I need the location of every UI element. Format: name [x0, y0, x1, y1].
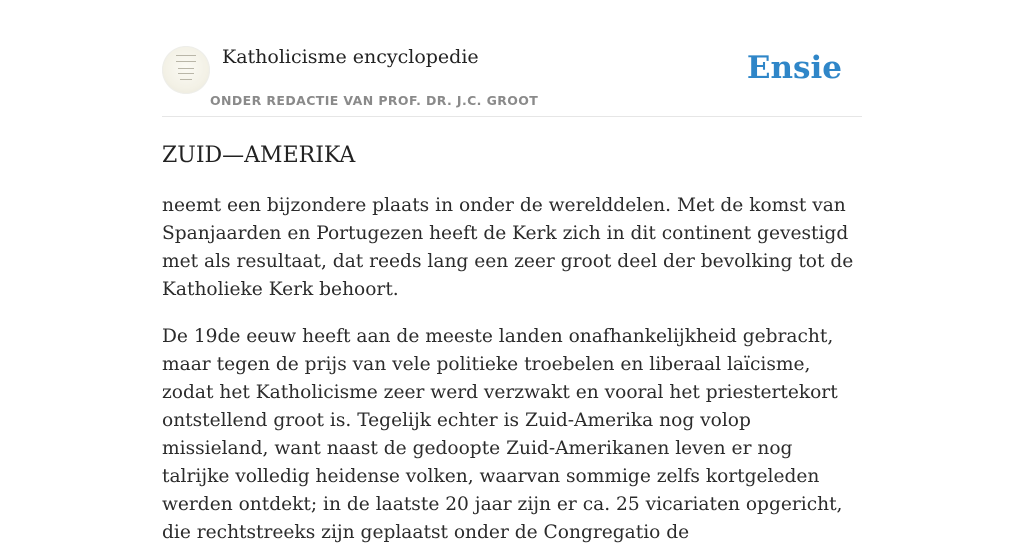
content-column	[162, 0, 862, 547]
ensie-logo-link[interactable]: Ensie	[746, 50, 842, 86]
entry-body	[162, 192, 862, 547]
entry-paragraph: neemt een bijzondere plaats in onder de werelddelen. Met de komst van Spanjaarden en Portugezen heeft de Kerk zich in dit continent gevestigd met als resultaat, dat reeds lang een zeer groot deel der bevolking tot de Katholieke Kerk behoort.	[162, 195, 854, 300]
cover-line-decoration	[176, 61, 196, 62]
book-editor-subtitle: ONDER REDACTIE VAN PROF. DR. J.C. GROOT	[210, 93, 539, 108]
cover-line-decoration	[178, 73, 194, 74]
cover-line-decoration	[176, 55, 196, 56]
book-cover-thumbnail[interactable]	[162, 46, 210, 94]
book-title-link[interactable]: Katholicisme encyclopedie	[222, 46, 479, 68]
cover-line-decoration	[180, 79, 192, 80]
entry-title: ZUID—AMERIKA	[162, 143, 356, 168]
entry-header	[162, 0, 862, 117]
entry-paragraph: De 19de eeuw heeft aan de meeste landen onafhankelijkheid gebracht, maar tegen de prijs van vele politieke troebelen en liberaal laïcisme, zodat het Katholicisme zeer werd verzwakt en vooral het priestertekort ontstellend groot is. Tegelijk echter is Zuid-Amerika nog volop missieland, want naast de gedoopte Zuid-Amerikanen leven er nog talrijke volledig heidense volken, waarvan sommige zelfs kortgeleden werden ontdekt; in de laatste 20 jaar zijn er ca. 25 vicariaten opgericht, die rechtstreeks zijn geplaatst onder de Congregatio de	[162, 326, 843, 543]
cover-line-decoration	[178, 68, 194, 69]
